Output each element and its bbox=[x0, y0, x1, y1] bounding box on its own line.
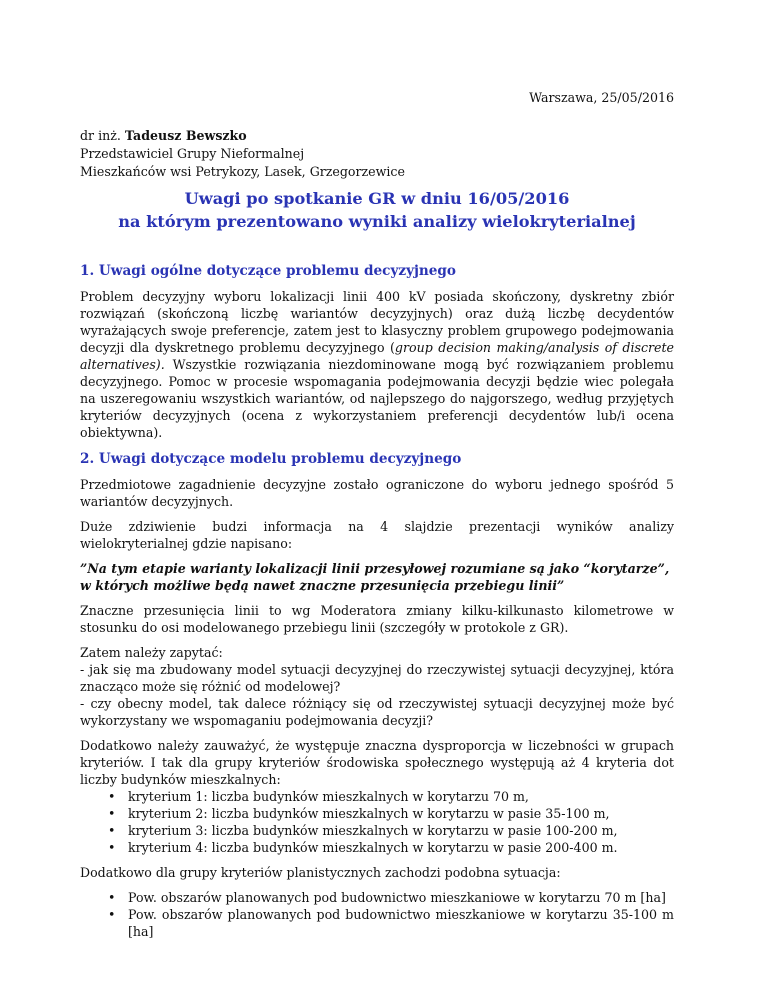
slide-quote bbox=[80, 560, 674, 594]
questions-intro: Zatem należy zapytać: bbox=[80, 645, 223, 660]
author-org: Mieszkańców wsi Petrykozy, Lasek, Grzegorzewice bbox=[80, 164, 405, 179]
author-name: Tadeusz Bewszko bbox=[124, 128, 247, 143]
date-line: Warszawa, 25/05/2016 bbox=[529, 90, 674, 105]
section-1-text-b: Wszystkie rozwiązania niezdominowane mogą być rozwiązaniem problemu decyzyjnego. Pomoc w procesie wspomagania podejmowania decyzji będzie wiec polegała na uszeregowaniu wszystkich wariantów, od najlepszego do najgorszego, według przyjętych kryteriów decyzyjnych (ocena z wykorzystaniem preferencji decydentów lub/i ocena obiektywna). bbox=[80, 357, 674, 440]
list-item: • kryterium 3: liczba budynków mieszkalnych w korytarzu w pasie 100-200 m, bbox=[80, 822, 674, 839]
section-1 bbox=[80, 262, 674, 449]
section-2-paragraph-5: Dodatkowo dla grupy kryteriów planistycznych zachodzi podobna sytuacja: bbox=[80, 865, 561, 880]
document-title bbox=[80, 187, 674, 233]
criteria-list bbox=[80, 788, 674, 856]
author-name-line bbox=[80, 127, 405, 145]
planning-list bbox=[80, 889, 674, 940]
section-2-heading: 2. Uwagi dotyczące modelu problemu decyzyjnego bbox=[80, 451, 462, 467]
author-title: dr inż. bbox=[80, 128, 121, 143]
section-1-text-a: Problem decyzyjny wyboru lokalizacji linii 400 kV posiada skończony, dyskretny zbiór rozwiązań (skończoną liczbę wariantów decyzyjnych) oraz dużą liczbę decydentów wyrażających swoje preferencje, zatem jest to klasyczny problem grupowego podejmowania decyzji dla dyskretnego problemu decyzyjnego ( bbox=[80, 289, 674, 355]
section-2-paragraph-1: Przedmiotowe zagadnienie decyzyjne zostało ograniczone do wyboru jednego spośród 5 wariantów decyzyjnych. bbox=[80, 477, 674, 509]
question-1: - jak się ma zbudowany model sytuacji decyzyjnej do rzeczywistej sytuacji decyzyjnej, która znacząco może się różnić od modelowej? bbox=[80, 662, 674, 694]
quote-line-1: ”Na tym etapie warianty lokalizacji linii przesyłowej rozumiane są jako “korytarze”, bbox=[80, 561, 670, 576]
author-block bbox=[80, 127, 405, 181]
section-2-paragraph-2: Duże zdziwienie budzi informacja na 4 slajdzie prezentacji wyników analizy wielokryterialnej gdzie napisano: bbox=[80, 519, 674, 551]
section-2-paragraph-3: Znaczne przesunięcia linii to wg Moderatora zmiany kilku-kilkunasto kilometrowe w stosunku do osi modelowanego przebiegu linii (szczegóły w protokole z GR). bbox=[80, 603, 674, 635]
title-line-2: na którym prezentowano wyniki analizy wielokryterialnej bbox=[118, 212, 636, 231]
section-2 bbox=[80, 450, 674, 948]
list-item: • kryterium 1: liczba budynków mieszkalnych w korytarzu 70 m, bbox=[80, 788, 674, 805]
title-line-1: Uwagi po spotkanie GR w dniu 16/05/2016 bbox=[184, 189, 570, 208]
section-1-heading: 1. Uwagi ogólne dotyczące problemu decyzyjnego bbox=[80, 263, 456, 279]
quote-line-2: w których możliwe będą nawet znaczne przesunięcia przebiegu linii” bbox=[80, 578, 565, 593]
section-1-paragraph bbox=[80, 288, 674, 441]
list-item: • kryterium 2: liczba budynków mieszkalnych w korytarzu w pasie 35-100 m, bbox=[80, 805, 674, 822]
list-item: • kryterium 4: liczba budynków mieszkalnych w korytarzu w pasie 200-400 m. bbox=[80, 839, 674, 856]
question-2: - czy obecny model, tak dalece różniący się od rzeczywistej sytuacji decyzyjnej może być wykorzystany we wspomaganiu podejmowania decyzji? bbox=[80, 696, 674, 728]
list-item: • Pow. obszarów planowanych pod budownictwo mieszkaniowe w korytarzu 35-100 m [ha] bbox=[80, 906, 674, 940]
section-1-text-italic: group decision making/analysis of discrete alternatives). bbox=[80, 340, 674, 372]
questions-block bbox=[80, 644, 674, 729]
list-item: • Pow. obszarów planowanych pod budownictwo mieszkaniowe w korytarzu 70 m [ha] bbox=[80, 889, 674, 906]
author-role: Przedstawiciel Grupy Nieformalnej bbox=[80, 146, 305, 161]
section-2-paragraph-4: Dodatkowo należy zauważyć, że występuje znaczna dysproporcja w liczebności w grupach kryteriów. I tak dla grupy kryteriów środowiska społecznego występują aż 4 kryteria dot liczby budynków mieszkalnych: bbox=[80, 738, 674, 787]
